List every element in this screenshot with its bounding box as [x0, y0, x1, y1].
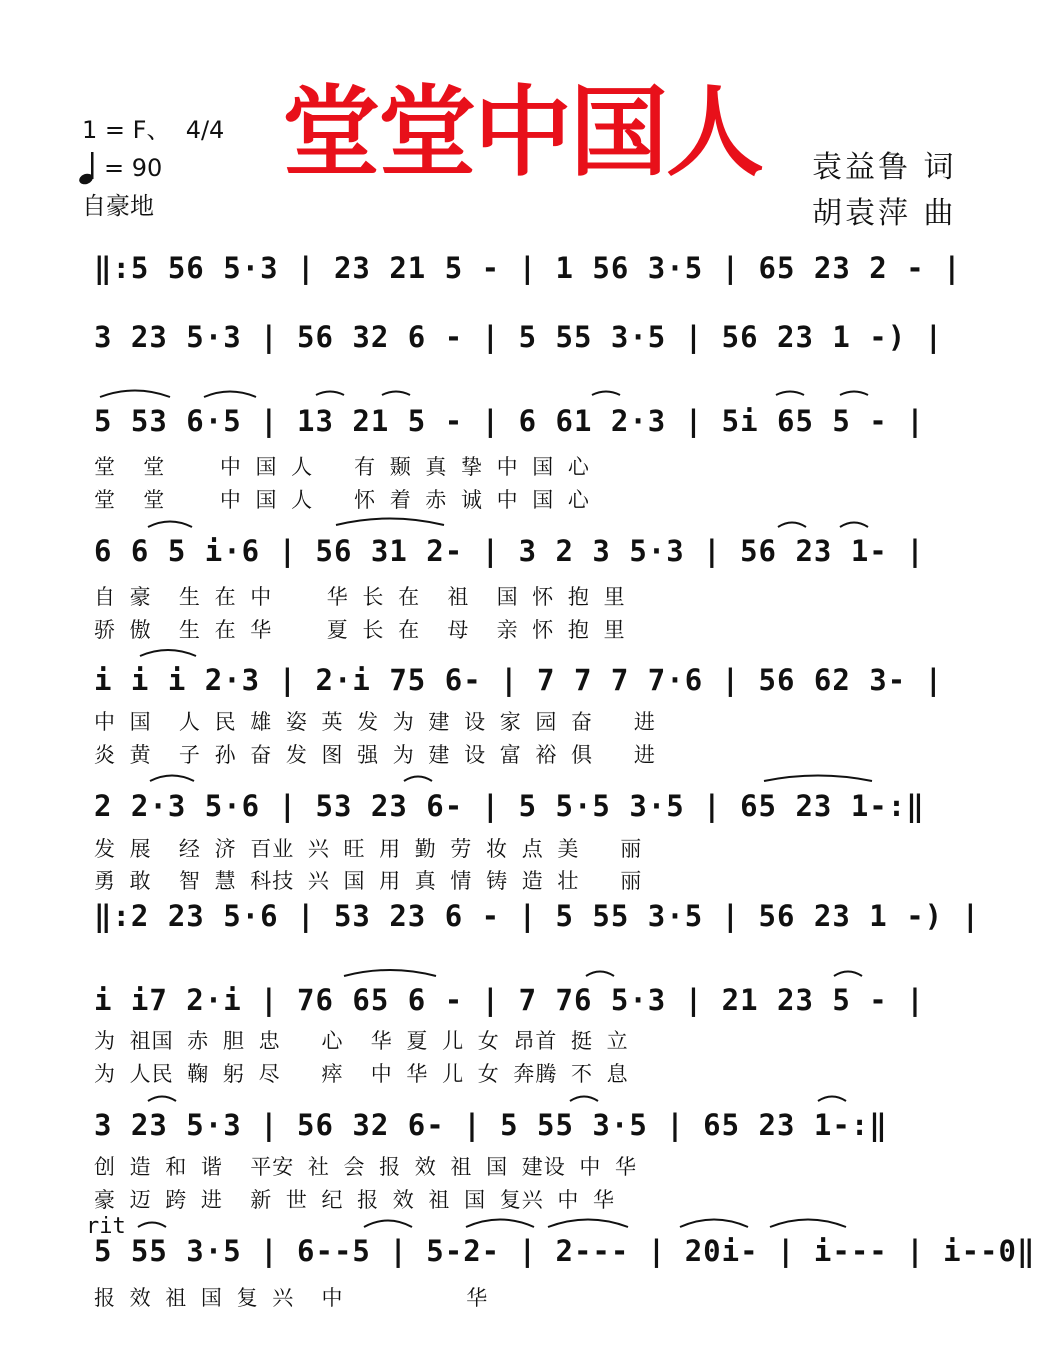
quarter-note-icon — [78, 150, 100, 190]
score-row-8: i i7 2·i | 76 65 6 - | 7 76 5·3 | 21 23 5 - | — [94, 983, 925, 1017]
lyric-row-5-verse-2: 炎 黄 子 孙 奋 发 图 强 为 建 设 富 裕 俱 进 — [94, 743, 656, 767]
lyric-row-6-verse-2: 勇 敢 智 慧 科技 兴 国 用 真 情 铸 造 壮 丽 — [94, 869, 643, 893]
lyricist-credit: 袁益鲁 词 — [812, 150, 957, 185]
lyric-row-6-verse-1: 发 展 经 济 百业 兴 旺 用 勤 劳 妆 点 美 丽 — [94, 837, 643, 861]
score-row-10: 5 55 3·5 | 6--5 | 5-2- | 2--- | 20i- | i--- | i--0‖ — [94, 1234, 1036, 1268]
lyric-row-8-verse-2: 为 人民 鞠 躬 尽 瘁 中 华 儿 女 奔腾 不 息 — [94, 1062, 629, 1086]
lyric-row-5-verse-1: 中 国 人 民 雄 姿 英 发 为 建 设 家 园 奋 进 — [94, 710, 656, 734]
score-row-6: 2 2·3 5·6 | 53 23 6- | 5 5·5 3·5 | 65 23 1-:‖ — [94, 789, 925, 823]
score-row-2: 3 23 5·3 | 56 32 6 - | 5 55 3·5 | 56 23 1 -) | — [94, 320, 944, 354]
lyric-row-3-verse-2: 堂 堂 中 国 人 怀 着 赤 诚 中 国 心 — [94, 488, 590, 512]
lyric-row-3-verse-1: 堂 堂 中 国 人 有 颞 真 挚 中 国 心 — [94, 455, 590, 479]
lyric-row-9-verse-1: 创 造 和 谐 平安 社 会 报 效 祖 国 建设 中 华 — [94, 1155, 638, 1179]
expression-marking: 自豪地 — [82, 192, 154, 220]
lyric-row-4-verse-2: 骄 傲 生 在 华 夏 长 在 母 亲 怀 抱 里 — [94, 618, 626, 642]
tempo-marking: = 90 — [104, 154, 163, 182]
score-row-7: ‖:2 23 5·6 | 53 23 6 - | 5 55 3·5 | 56 23 1 -) | — [94, 899, 981, 933]
key-time-signature: 1 = F、 4/4 — [82, 116, 225, 144]
song-title: 堂堂中国人 — [282, 76, 763, 190]
score-row-9: 3 23 5·3 | 56 32 6- | 5 55 3·5 | 65 23 1-:‖ — [94, 1108, 888, 1142]
score-row-1: ‖:5 56 5·3 | 23 21 5 - | 1 56 3·5 | 65 23 2 - | — [94, 251, 962, 285]
composer-credit: 胡袁萍 曲 — [812, 196, 957, 231]
lyric-row-4-verse-1: 自 豪 生 在 中 华 长 在 祖 国 怀 抱 里 — [94, 585, 626, 609]
score-row-3: 5 53 6·5 | 13 21 5 - | 6 61 2·3 | 5i 65 5 - | — [94, 404, 925, 438]
lyric-row-9-verse-2: 豪 迈 跨 进 新 世 纪 报 效 祖 国 复兴 中 华 — [94, 1188, 616, 1212]
lyric-row-8-verse-1: 为 祖国 赤 胆 忠 心 华 夏 儿 女 昂首 挺 立 — [94, 1029, 629, 1053]
score-row-4: 6 6 5 i·6 | 56 31 2- | 3 2 3 5·3 | 56 23 1- | — [94, 534, 925, 568]
ritardando-marking: rit — [86, 1214, 126, 1239]
lyric-row-10: 报 效 祖 国 复 兴 中 华 — [94, 1286, 489, 1310]
score-row-5: i i i 2·3 | 2·i 75 6- | 7 7 7 7·6 | 56 62 3- | — [94, 663, 944, 697]
